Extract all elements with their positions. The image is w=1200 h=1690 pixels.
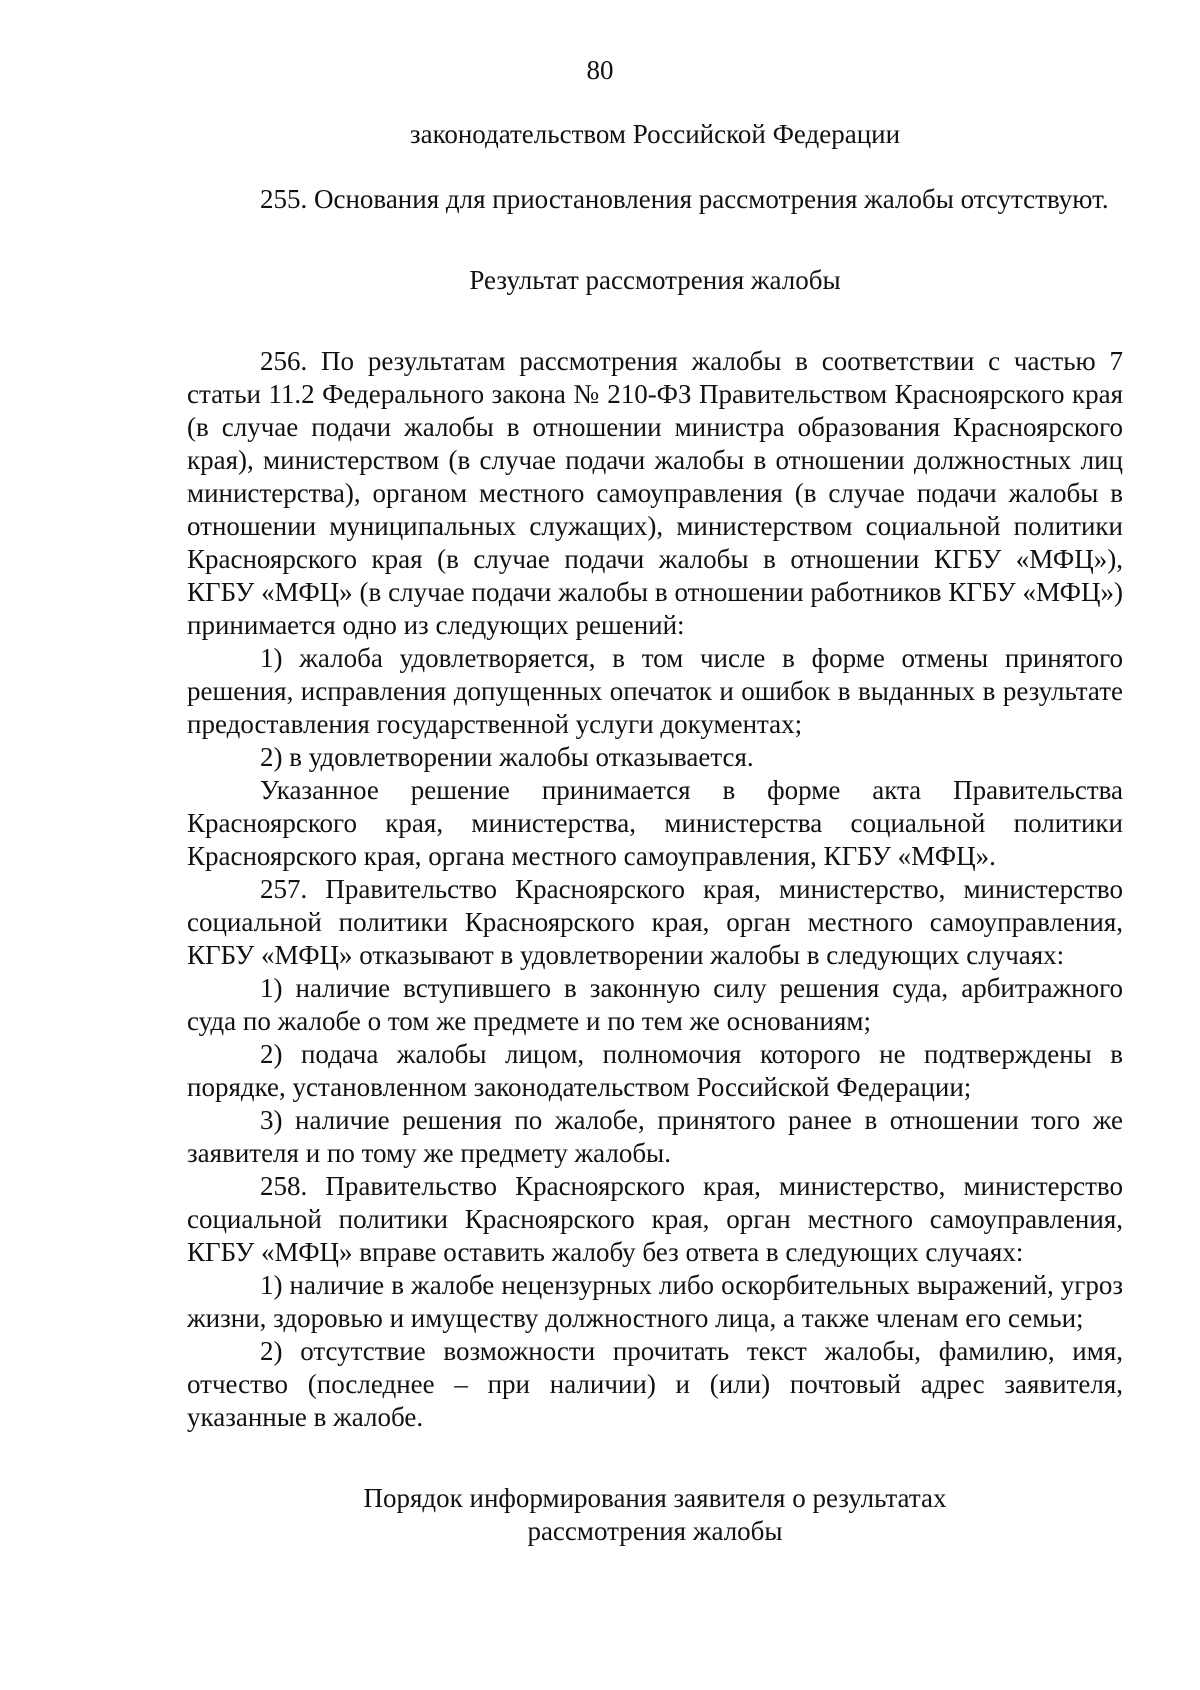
paragraph-257-item-1: 1) наличие вступившего в законную силу решения суда, арбитражного суда по жалобе о том же предмете и по тем же основаниям; xyxy=(187,973,1123,1036)
section-heading-result: Результат рассмотрения жалобы xyxy=(469,265,841,295)
paragraph-257-item-3: 3) наличие решения по жалобе, принятого ранее в отношении того же заявителя и по тому же предмету жалобы. xyxy=(187,1105,1123,1168)
section-heading-informing xyxy=(187,1482,1123,1548)
paragraph-258-item-1: 1) наличие в жалобе нецензурных либо оскорбительных выражений, угроз жизни, здоровью и имуществу должностного лица, а также членам его семьи; xyxy=(187,1270,1123,1333)
paragraph-256-item-1: 1) жалоба удовлетворяется, в том числе в форме отмены принятого решения, исправления допущенных опечаток и ошибок в выданных в результате предоставления государственной услуги документах; xyxy=(187,643,1123,739)
page-number: 80 xyxy=(586,55,614,85)
paragraph-256-item-2: 2) в удовлетворении жалобы отказывается. xyxy=(260,742,754,772)
document-body xyxy=(187,118,1123,1548)
section-heading-informing-line-1: Порядок информирования заявителя о результатах xyxy=(363,1483,947,1513)
continuation-line: законодательством Российской Федерации xyxy=(409,119,901,149)
paragraph-257: 257. Правительство Красноярского края, министерство, министерство социальной политики Красноярского края, орган местного самоуправления, КГБУ «МФЦ» отказывают в удовлетворении жалобы в следующих случаях: xyxy=(187,874,1123,970)
section-heading-informing-line-2: рассмотрения жалобы xyxy=(527,1516,783,1546)
paragraph-258: 258. Правительство Красноярского края, министерство, министерство социальной политики Красноярского края, орган местного самоуправления, КГБУ «МФЦ» вправе оставить жалобу без ответа в следующих случаях: xyxy=(187,1171,1123,1267)
paragraph-255: 255. Основания для приостановления рассмотрения жалобы отсутствуют. xyxy=(260,184,1109,214)
paragraph-257-item-2: 2) подача жалобы лицом, полномочия которого не подтверждены в порядке, установленном законодательством Российской Федерации; xyxy=(187,1039,1123,1102)
paragraph-256: 256. По результатам рассмотрения жалобы в соответствии с частью 7 статьи 11.2 Федерального закона № 210-ФЗ Правительством Красноярского края (в случае подачи жалобы в отношении министра образования Красноярского края), министерством (в случае подачи жалобы в отношении должностных лиц министерства), органом местного самоуправления (в случае подачи жалобы в отношении муниципальных служащих), министерством социальной политики Красноярского края (в случае подачи жалобы в отношении КГБУ «МФЦ»), КГБУ «МФЦ» (в случае подачи жалобы в отношении работников КГБУ «МФЦ») принимается одно из следующих решений: xyxy=(187,346,1123,640)
paragraph-256-act: Указанное решение принимается в форме акта Правительства Красноярского края, министерства, министерства социальной политики Красноярского края, органа местного самоуправления, КГБУ «МФЦ». xyxy=(187,775,1123,871)
paragraph-258-item-2: 2) отсутствие возможности прочитать текст жалобы, фамилию, имя, отчество (последнее – при наличии) и (или) почтовый адрес заявителя, указанные в жалобе. xyxy=(187,1336,1123,1432)
